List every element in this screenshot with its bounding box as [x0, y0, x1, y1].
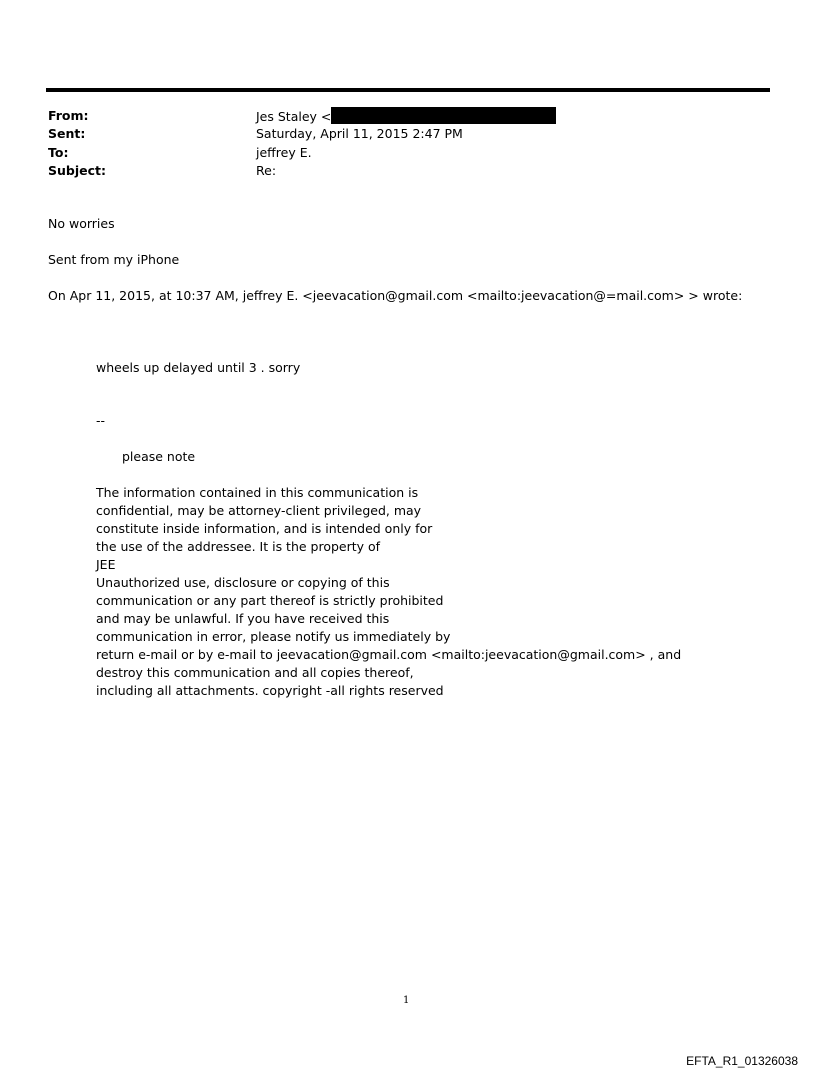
signature-separator: --	[96, 413, 106, 428]
confidentiality-notice	[96, 484, 681, 700]
signature-text: Sent from my iPhone	[48, 252, 180, 267]
notice-line: Unauthorized use, disclosure or copying of this	[96, 575, 390, 590]
notice-line: confidential, may be attorney-client privileged, may	[96, 503, 422, 518]
notice-line: JEE	[96, 557, 116, 572]
sent-value: Saturday, April 11, 2015 2:47 PM	[256, 126, 463, 141]
notice-line: including all attachments. copyright -all rights reserved	[96, 683, 444, 698]
to-label: To:	[48, 145, 69, 160]
subject-value: Re:	[256, 163, 277, 178]
notice-line: communication in error, please notify us immediately by	[96, 629, 451, 644]
quote-intro: On Apr 11, 2015, at 10:37 AM, jeffrey E. <jeevacation@gmail.com <mailto:jeevacation@=mail.com> > wrote:	[48, 288, 743, 303]
notice-line: return e-mail or by e-mail to jeevacation@gmail.com <mailto:jeevacation@gmail.com> , and	[96, 647, 682, 662]
from-label: From:	[48, 108, 89, 123]
header-rule	[46, 88, 770, 92]
from-name: Jes Staley <	[256, 109, 332, 124]
reply-text: No worries	[48, 216, 115, 231]
quoted-message: wheels up delayed until 3 . sorry	[96, 360, 301, 375]
notice-line: communication or any part thereof is strictly prohibited	[96, 593, 444, 608]
document-id: EFTA_R1_01326038	[686, 1054, 798, 1068]
from-value	[256, 107, 556, 126]
to-value: jeffrey E.	[256, 145, 312, 160]
sent-label: Sent:	[48, 126, 86, 141]
please-note-heading: please note	[122, 449, 196, 464]
notice-line: and may be unlawful. If you have received this	[96, 611, 390, 626]
notice-line: The information contained in this communication is	[96, 485, 419, 500]
notice-line: destroy this communication and all copies thereof,	[96, 665, 414, 680]
page-number: 1	[403, 995, 410, 1006]
redaction-bar	[331, 107, 556, 124]
notice-line: constitute inside information, and is intended only for	[96, 521, 433, 536]
subject-label: Subject:	[48, 163, 106, 178]
notice-line: the use of the addressee. It is the property of	[96, 539, 381, 554]
